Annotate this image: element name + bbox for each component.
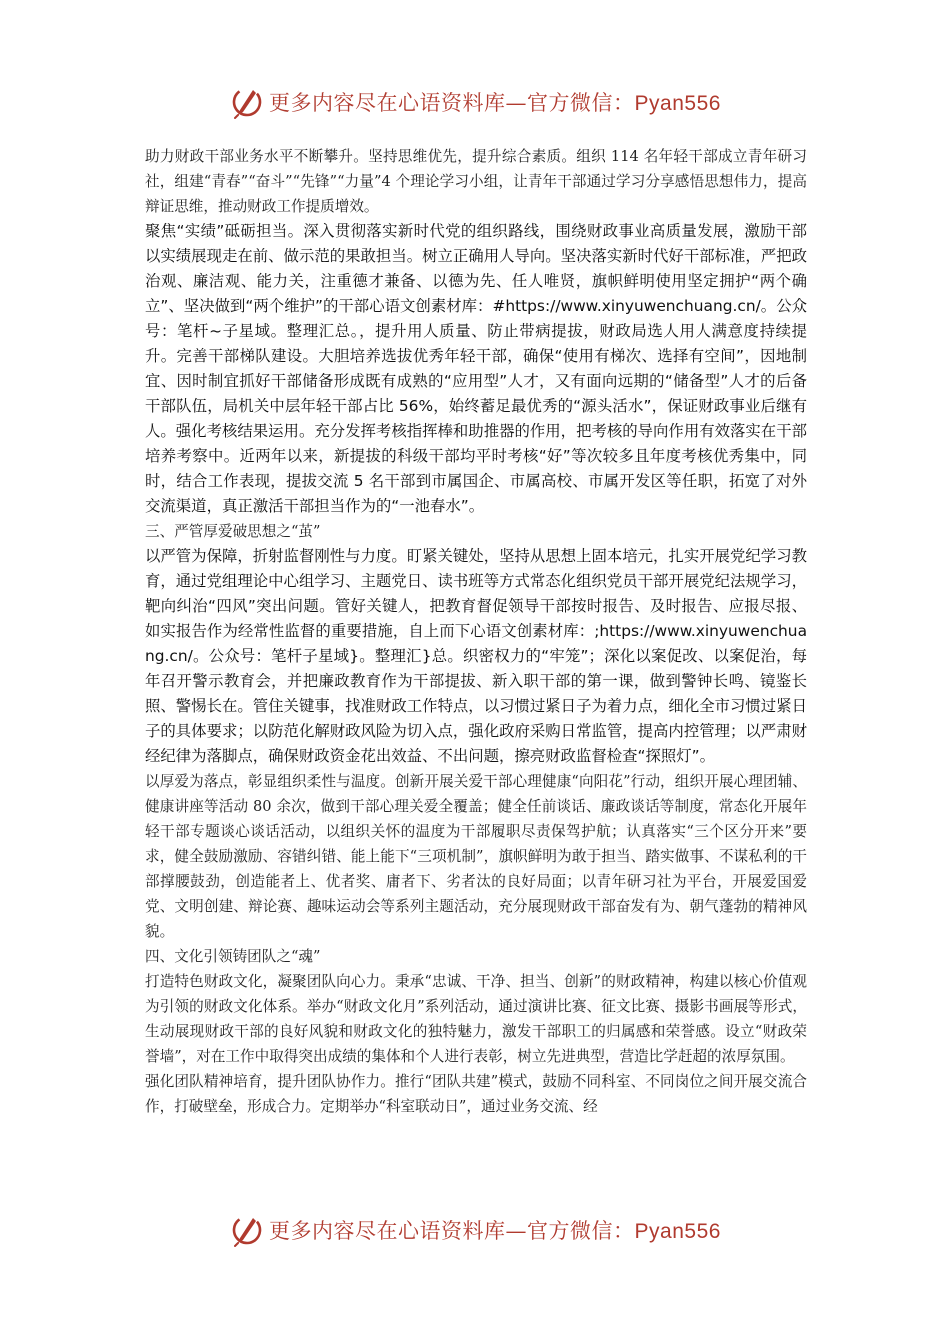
header-banner bbox=[0, 82, 950, 122]
section-heading: 四、文化引领铸团队之“魂” bbox=[145, 948, 321, 965]
banner-text bbox=[269, 1215, 721, 1245]
banner-wechat-id: Pyan556 bbox=[634, 92, 721, 115]
banner-text bbox=[269, 87, 721, 117]
paragraph: 强化团队精神培育，提升团队协作力。推行“团队共建”模式，鼓励不同科室、不同岗位之间开展交流合作，打破壁垒，形成合力。定期举办“科室联动日”，通过业务交流、经 bbox=[145, 1073, 807, 1115]
brush-logo-icon bbox=[229, 1212, 265, 1248]
banner-label: 更多内容尽在心语资料库—官方微信： bbox=[269, 1219, 635, 1243]
body-text bbox=[145, 144, 807, 1119]
section-heading: 三、严管厚爱破思想之“茧” bbox=[145, 523, 321, 540]
footer-banner bbox=[0, 1210, 950, 1250]
paragraph: 以严管为保障，折射监督刚性与力度。盯紧关键处，坚持从思想上固本培元，扎实开展党纪学习教育，通过党组理论中心组学习、主题党日、读书班等方式常态化组织党员干部开展党纪法规学习，靶向纠治“四风”突出问题。管好关键人，把教育督促领导干部按时报告、及时报告、应报尽报、如实报告作为经常性监督的重要措施，自上而下心语文创素材库：;https://www.xinyuwenchuang.cn/。公众号：笔杆子星域}。整理汇}总。织密权力的“牢笼”；深化以案促改、以案促治，每年召开警示教育会，并把廉政教育作为干部提拔、新入职干部的第一课，做到警钟长鸣、镜鉴长照、警惕长在。管住关键事，找准财政工作特点，以习惯过紧日子为着力点，细化全市习惯过紧日子的具体要求；以防范化解财政风险为切入点，强化政府采购日常监管，提高内控管理；以严肃财经纪律为落脚点，确保财政资金花出效益、不出问题，擦亮财政监督检查“探照灯”。 bbox=[145, 547, 807, 765]
paragraph: 打造特色财政文化，凝聚团队向心力。秉承“忠诚、干净、担当、创新”的财政精神，构建以核心价值观为引领的财政文化体系。举办“财政文化月”系列活动，通过演讲比赛、征文比赛、摄影书画展等形式，生动展现财政干部的良好风貌和财政文化的独特魅力，激发干部职工的归属感和荣誉感。设立“财政荣誉墙”，对在工作中取得突出成绩的集体和个人进行表彰，树立先进典型，营造比学赶超的浓厚氛围。 bbox=[145, 973, 807, 1065]
banner-label: 更多内容尽在心语资料库—官方微信： bbox=[269, 91, 635, 115]
brush-logo-icon bbox=[229, 84, 265, 120]
paragraph: 聚焦“实绩”砥砺担当。深入贯彻落实新时代党的组织路线，围绕财政事业高质量发展，激励干部以实绩展现走在前、做示范的果敢担当。树立正确用人导向。坚决落实新时代好干部标准，严把政治观、廉洁观、能力关，注重德才兼备、以德为先、任人唯贤，旗帜鲜明使用坚定拥护“两个确立”、坚决做到“两个维护”的干部心语文创素材库：#https://www.xinyuwenchuang.cn/。公众号：笔杆~子星域。整理汇总。，提升用人质量、防止带病提拔，财政局选人用人满意度持续提升。完善干部梯队建设。大胆培养选拔优秀年轻干部，确保“使用有梯次、选择有空间”，因地制宜、因时制宜抓好干部储备形成既有成熟的“应用型”人才，又有面向远期的“储备型”人才的后备干部队伍，局机关中层年轻干部占比 56%，始终蓄足最优秀的“源头活水”，保证财政事业后继有人。强化考核结果运用。充分发挥考核指挥棒和助推器的作用，把考核的导向作用有效落实在干部培养考察中。近两年以来，新提拔的科级干部均平时考核“好”等次较多且年度考核优秀集中，同时，结合工作表现，提拔交流 5 名干部到市属国企、市属高校、市属开发区等任职，拓宽了对外交流渠道，真正激活干部担当作为的“一池春水”。 bbox=[145, 222, 807, 515]
banner-wechat-id: Pyan556 bbox=[634, 1220, 721, 1243]
paragraph: 以厚爱为落点，彰显组织柔性与温度。创新开展关爱干部心理健康“向阳花”行动，组织开展心理团辅、健康讲座等活动 80 余次，做到干部心理关爱全覆盖；健全任前谈话、廉政谈话等制度，常态化开展年轻干部专题谈心谈话活动，以组织关怀的温度为干部履职尽责保驾护航；认真落实“三个区分开来”要求，健全鼓励激励、容错纠错、能上能下“三项机制”，旗帜鲜明为敢于担当、踏实做事、不谋私利的干部撑腰鼓劲，创造能者上、优者奖、庸者下、劣者汰的良好局面；以青年研习社为平台，开展爱国爱党、文明创建、辩论赛、趣味运动会等系列主题活动，充分展现财政干部奋发有为、朝气蓬勃的精神风貌。 bbox=[145, 773, 807, 940]
paragraph: 助力财政干部业务水平不断攀升。坚持思维优先，提升综合素质。组织 114 名年轻干部成立青年研习社，组建“青春”“奋斗”“先锋”“力量”4 个理论学习小组，让青年干部通过学习分享感悟思想伟力，提高辩证思维，推动财政工作提质增效。 bbox=[145, 148, 807, 215]
